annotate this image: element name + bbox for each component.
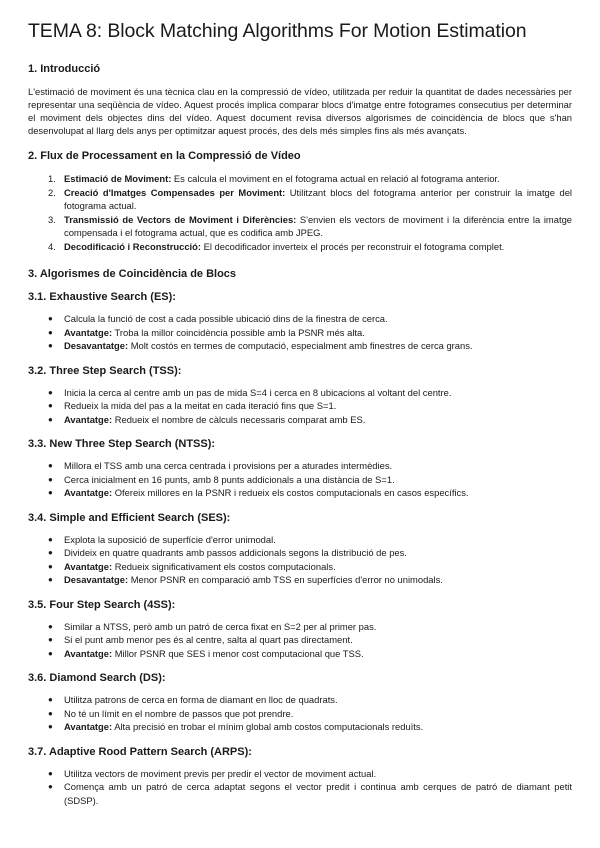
list-item: ● Avantatge: Redueix significativament els costos computacionals. [48, 560, 336, 572]
section-list-ds [28, 693, 572, 734]
bullet-icon: ● [48, 768, 53, 778]
bullet-icon: ● [48, 648, 53, 658]
bullet-icon: ● [48, 695, 53, 704]
section-heading-es: 3.1. Exhaustive Search (ES): [28, 291, 176, 303]
section-list-ses [28, 533, 572, 587]
bullet-icon: ● [48, 621, 53, 631]
bullet-icon: ● [48, 314, 53, 323]
list-item: ● Cerca inicialment en 16 punts, amb 8 punts addicionals a una distància de S=1. [48, 473, 395, 485]
bullet-icon: ● [48, 387, 53, 397]
section-list-arps [28, 767, 572, 808]
page-title: TEMA 8: Block Matching Algorithms For Motion Estimation [28, 20, 527, 42]
list-item: ● Desavantatge: Molt costós en termes de computació, especialment amb finestres de cerca grans. [48, 340, 473, 351]
section-heading-tss: 3.2. Three Step Search (TSS): [28, 364, 182, 377]
section-heading-ds: 3.6. Diamond Search (DS): [28, 672, 166, 684]
list-item: ● Si el punt amb menor pes és al centre, salta al quart pas directament. [48, 634, 353, 645]
algorithms-heading: 3. Algorismes de Coincidència de Blocs [28, 268, 237, 280]
bullet-icon: ● [48, 414, 53, 424]
list-item: ● Avantatge: Ofereix millores en la PSNR i redueix els costos computacionals en casos específics. [48, 487, 469, 498]
list-item: ● Calcula la funció de cost a cada possible ubicació dins de la finestra de cerca. [48, 313, 388, 324]
flow-item: 2. Creació d'Imatges Compensades per Moviment: Utilitzant blocs del fotograma anterior per construir la imatge del fotograma actual. [48, 186, 572, 211]
list-item: ● Avantatge: Alta precisió en trobar el mínim global amb costos computacionals reduïts. [48, 721, 424, 732]
list-item: ● Similar a NTSS, però amb un patró de cerca fixat en S=2 per al primer pas. [48, 620, 377, 632]
list-item: ● Redueix la mida del pas a la meitat en cada iteració fins que S=1. [48, 400, 337, 411]
flow-item: 1. Estimació de Moviment: Es calcula el moviment en el fotograma actual en relació al fotograma anterior. [48, 173, 500, 184]
section-heading-arps: 3.7. Adaptive Rood Pattern Search (ARPS): [28, 745, 252, 758]
bullet-icon: ● [48, 635, 53, 644]
bullet-icon: ● [48, 461, 53, 470]
list-item: ● Millora el TSS amb una cerca centrada i provisions per a aturades intermèdies. [48, 460, 393, 471]
intro-paragraph: L'estimació de moviment és una tècnica clau en la compressió de vídeo, utilitzada per reduir la quantitat de dades necessàries per representar una seqüència de vídeo. Aquest procés implica comparar blocs d'imatge entre fotogrames consecutius per determinar el moviment dels objectes dins del vídeo. Aquest document revisa diversos algorismes de coincidència de blocs que s'han desenvolupat al llarg dels anys per optimitzar aquest procés, des dels més simples fins als més avançats. [28, 86, 572, 136]
list-item: ● Inicia la cerca al centre amb un pas de mida S=4 i cerca en 8 ubicacions al voltant del centre. [48, 386, 452, 398]
section-list-ntss [28, 459, 572, 500]
section-list-es [28, 312, 572, 353]
list-item: ● Comença amb un patró de cerca adaptat segons el vector predit i continua amb cerques de patró de diamant petit (SDSP). [48, 781, 572, 806]
bullet-icon: ● [48, 534, 53, 544]
bullet-icon: ● [48, 474, 53, 484]
list-item: ● Avantatge: Troba la millor coincidència possible amb la PSNR més alta. [48, 326, 365, 338]
intro-heading: 1. Introducció [28, 63, 101, 75]
list-item: ● Desavantatge: Menor PSNR en comparació amb TSS en superfícies d'error no unimodals. [48, 574, 443, 585]
list-item: ● Avantatge: Millor PSNR que SES i menor cost computacional que TSS. [48, 647, 364, 659]
list-item: ● Utilitza vectors de moviment previs per predir el vector de moviment actual. [48, 767, 377, 779]
flow-list [28, 172, 572, 253]
section-list-tss [28, 386, 572, 427]
document-page [28, 18, 572, 818]
bullet-icon: ● [48, 488, 53, 497]
flow-item: 3. Transmissió de Vectors de Moviment i Diferències: S'envien els vectors de moviment i la diferència entre la imatge compensada i el fotograma actual, que es codifica amb JPEG. [48, 213, 572, 238]
bullet-icon: ● [48, 341, 53, 350]
section-list-4ss [28, 620, 572, 661]
flow-item: 4. Decodificació i Reconstrucció: El decodificador inverteix el procés per reconstruir el fotograma complet. [48, 240, 505, 252]
bullet-icon: ● [48, 708, 53, 718]
bullet-icon: ● [48, 548, 53, 557]
list-item: ● Explota la suposició de superfície d'error unimodal. [48, 533, 276, 545]
list-item: ● Avantatge: Redueix el nombre de càlculs necessaris comparat amb ES. [48, 413, 366, 425]
bullet-icon: ● [48, 782, 53, 791]
list-item: ● Divideix en quatre quadrants amb passos addicionals segons la distribució de pes. [48, 547, 407, 558]
bullet-icon: ● [48, 401, 53, 410]
bullet-icon: ● [48, 722, 53, 731]
section-heading-4ss: 3.5. Four Step Search (4SS): [28, 598, 176, 611]
section-heading-ses: 3.4. Simple and Efficient Search (SES): [28, 511, 231, 524]
flow-heading: 2. Flux de Processament en la Compressió de Vídeo [28, 150, 301, 162]
bullet-icon: ● [48, 327, 53, 337]
bullet-icon: ● [48, 561, 53, 571]
bullet-icon: ● [48, 575, 53, 584]
list-item: ● Utilitza patrons de cerca en forma de diamant en lloc de quadrats. [48, 694, 338, 705]
list-item: ● No té un límit en el nombre de passos que pot prendre. [48, 707, 294, 719]
section-heading-ntss: 3.3. New Three Step Search (NTSS): [28, 438, 216, 450]
